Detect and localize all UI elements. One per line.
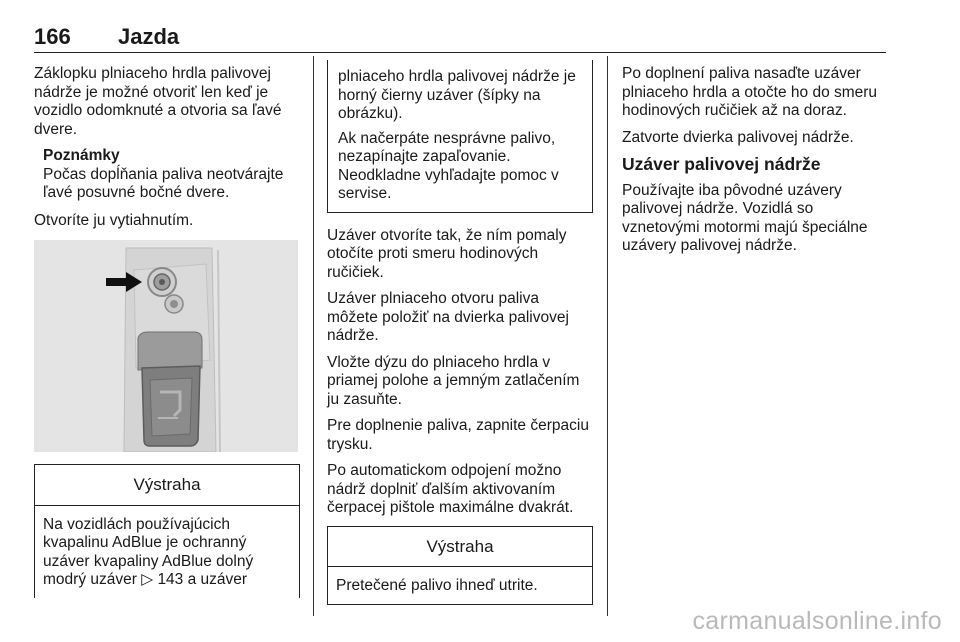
body-paragraph: Pre doplnenie paliva, zapnite čerpaciu trysku. xyxy=(327,417,589,453)
body-paragraph: Po automatickom odpojení možno nádrž doplniť ďalším aktivovaním čerpacej pištole maximálne dvakrát. xyxy=(327,462,574,516)
warning-text: Na vozidlách používajúcich kvapalinu AdBlue je ochranný uzáver kvapaliny AdBlue dolný modrý uzáver xyxy=(43,515,254,588)
page-reference[interactable]: 143 xyxy=(157,571,184,588)
note-block xyxy=(43,147,300,203)
warning-title: Výstraha xyxy=(328,527,592,568)
body-paragraph: Uzáver otvoríte tak, že ním pomaly otočíte proti smeru hodinových ručičiek. xyxy=(327,226,567,281)
column-middle xyxy=(327,60,593,605)
triangle-right-icon: ▷ xyxy=(141,571,154,588)
body-paragraph: Zatvorte dvierka palivovej nádrže. xyxy=(622,128,854,146)
column-divider xyxy=(313,56,314,616)
intro-paragraph: Záklopku plniaceho hrdla palivovej nádrže je možné otvoriť len keď je vozidlo odomknuté a otvoria sa ľavé dvere. xyxy=(34,65,282,138)
warning-title: Výstraha xyxy=(35,465,299,506)
warning-text: a uzáver xyxy=(183,571,248,588)
warning-body xyxy=(35,506,299,598)
warning-box-adblue xyxy=(34,464,300,598)
body-paragraph: Používajte iba pôvodné uzávery palivovej nádrže. Vozidlá so vznetovými motormi majú špeciálne uzávery palivovej nádrže. xyxy=(622,181,868,254)
body-paragraph: Po doplnení paliva nasaďte uzáver plniaceho hrdla a otočte ho do smeru hodinových ručičiek až na doraz. xyxy=(622,65,878,119)
warning-body: Pretečené palivo ihneď utrite. xyxy=(336,577,538,594)
warning-box-continued xyxy=(327,60,593,213)
page-header xyxy=(34,24,886,53)
warning-continued-text: plniaceho hrdla palivovej nádrže je horný čierny uzáver (šípky na obrázku). xyxy=(338,68,576,122)
body-paragraph: Vložte dýzu do plniaceho hrdla v priamej polohe a jemným zatlačením ju zasuňte. xyxy=(327,353,580,408)
warning-box-spill xyxy=(327,526,593,605)
page-number: 166 xyxy=(34,24,71,49)
open-instruction: Otvoríte ju vytiahnutím. xyxy=(34,211,194,229)
note-heading: Poznámky xyxy=(43,147,120,164)
column-right xyxy=(622,65,888,264)
warning-continued-text: Ak načerpáte nesprávne palivo, nezapínajte zapaľovanie. Neodkladne vyhľadajte pomoc v servise. xyxy=(338,129,559,202)
column-divider xyxy=(607,56,608,616)
fuel-filler-drawing xyxy=(34,240,298,452)
fuel-filler-illustration xyxy=(34,240,298,452)
section-title: Jazda xyxy=(118,24,180,49)
subsection-heading: Uzáver palivovej nádrže xyxy=(622,154,821,174)
note-text: Počas dopĺňania paliva neotvárajte ľavé posuvné bočné dvere. xyxy=(43,165,284,201)
column-left xyxy=(34,65,300,598)
body-paragraph: Uzáver plniaceho otvoru paliva môžete položiť na dvierka palivovej nádrže. xyxy=(327,290,569,344)
watermark: carmanualsonline.info xyxy=(692,607,942,635)
